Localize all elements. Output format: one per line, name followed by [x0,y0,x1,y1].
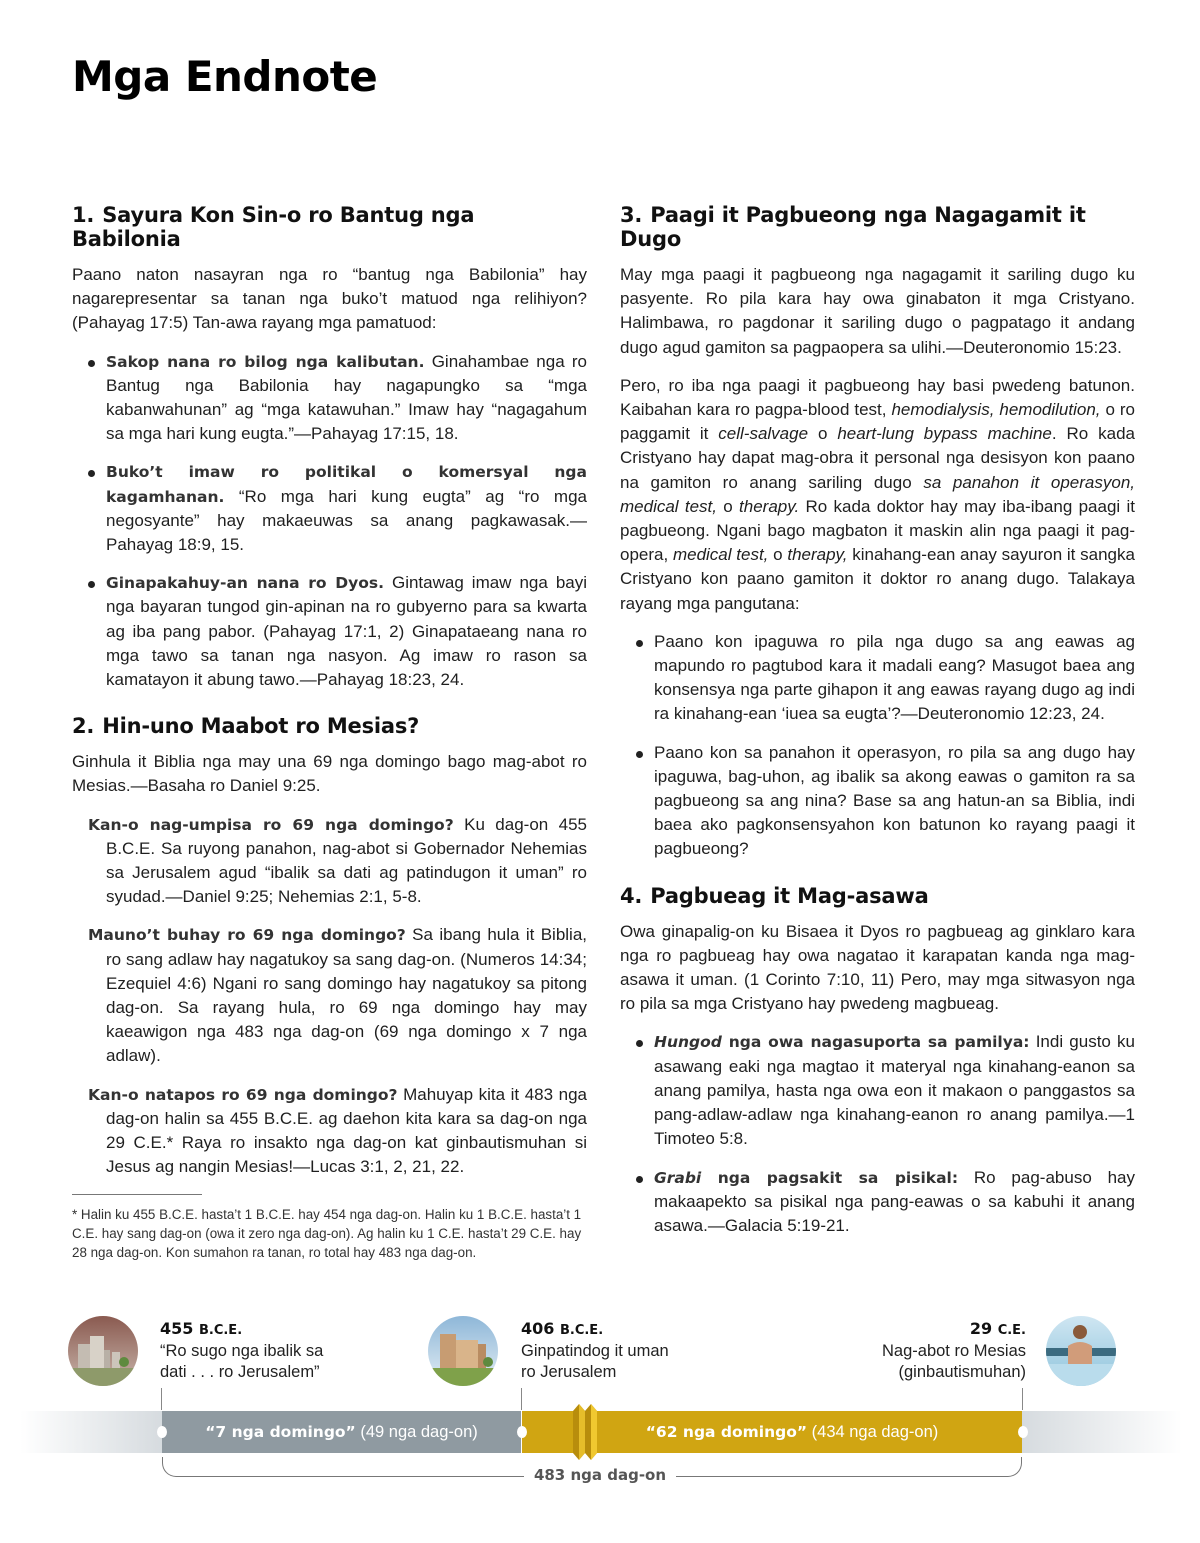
endnote-number: 4. [620,883,643,908]
footnote: * Halin ku 455 B.C.E. hasta’t 1 B.C.E. hay 454 nga dag-on. Halin ku 1 B.C.E. hasta’t 1 C.E. hay sang dag-on (owa it zero nga dag-on). Ag halin ku 1 C.E. hasta’t 29 C.E. hay 28 nga dag-on. Kon sumahon ra tanan, ro total hay 483 nga dag-on. [72,1206,582,1260]
endnote-3-heading [620,203,1135,251]
endnote-2 [72,714,587,1261]
segment-7-weeks [162,1411,521,1453]
endnote-4-bullets [634,1030,1135,1238]
endnote-1-heading [72,203,587,251]
endnote-1-intro: Paano naton nasayran nga ro “bantug nga Babilonia” hay nagarepresentar sa tanan nga buko’t matuod nga relihiyon? (Pahayag 17:5) Tan-awa rayang mga pamatuod: [72,265,587,333]
ruined-city-walls-icon [68,1316,138,1386]
endnote-number: 3. [620,203,643,227]
question-item: Paano kon ipaguwa ro pila nga dugo sa ang eawas ag mapundo ro pagtubod kara it madali eang? Masugot baea ang konsensya nga parte gihapon it ang eawas rayang dugo ag indi ra kinahang-ean ‘iuea sa eugta’?—Deuteronomio 12:23, 24. [634,630,1135,727]
qa-question: Kan-o nag-umpisa ro 69 nga domingo? [88,815,454,834]
event-desc-line: ro Jerusalem [521,1363,617,1381]
bullet-lead: Sakop nana ro bilog nga kalibutan. [106,352,425,371]
bullet-text: Indi gusto ku asawang eaki nga magtao it materyal nga kinahang-eanon sa anang pamilya, hasta nga owa eon it makaon o panggastos sa pang-adlaw-adlaw nga kinahang-eanon ro anang pamilya.—1 Timoteo 5:8. [654,1032,1136,1149]
timeline-marker [517,1426,527,1438]
timeline-fade-right [1022,1411,1182,1453]
event-year: 29 C.E. [969,1319,1026,1338]
bullet-text: “Ro mga hari kung eugta” ag “ro mga negosyante” hay makaeuwas sa anang pagkawasak.—Pahayag 18:9, 15. [106,486,587,555]
endnote-3 [620,203,1135,862]
bullet-text: Ginahambae nga ro Bantug nga Babilonia hay nagapungko sa “mga kabanwahunan” ag “mga katawuhan.” Imaw hay “nagagahum sa mga hari kung eugta.”—Pahayag 17:15, 18. [106,351,588,444]
left-column [72,203,587,1262]
page-title: Mga Endnote [72,52,378,101]
time-break-fold-icon [569,1404,603,1460]
endnote-title: Hin-uno Maabot ro Mesias? [102,714,420,739]
total-span-label: 483 nga dag-on [0,1465,1200,1484]
bullet-item [634,1166,1135,1239]
bullet-lead: Buko’t imaw ro politikal o komersyal nga kagamhanan. [106,463,587,506]
bullet-text: Gintawag imaw nga bayi nga bayaran tungod gin-apinan na ro gubyerno para sa kwarta ag iba pang pabor. (Pahayag 17:1, 2) Ginapataeang nana ro mga tawo sa tanan nga nasyon. Ag imaw ro rason sa kamatayon it abung tawo.—Pahayag 18:23, 24. [106,573,588,690]
bullet-item [86,350,587,447]
bullet-lead: nga owa nagasuporta sa pamilya: [721,1033,1030,1052]
event-year: 455 B.C.E. [160,1319,243,1338]
event-tick [161,1388,162,1410]
endnote-2-intro: Ginhula it Biblia nga may una 69 nga domingo bago mag-abot ro Mesias.—Basaha ro Daniel 9:25. [72,752,587,796]
endnote-4-heading [620,884,1135,908]
timeline-fade-left [20,1411,162,1453]
event-desc-line: Ginpatindog it uman [521,1342,669,1360]
endnote-3-questions [634,630,1135,862]
baptism-figure-icon [1046,1316,1116,1386]
event-desc-line: dati . . . ro Jerusalem” [160,1363,320,1381]
endnote-4 [620,884,1135,1238]
event-406-bce [521,1318,669,1383]
segment-duration: (434 nga dag-on) [807,1423,939,1441]
bullet-lead-italic: Hungod [654,1033,722,1052]
event-tick [1022,1388,1023,1410]
question-item: Paano kon sa panahon it operasyon, ro pila sa ang dugo hay ipaguwa, bag-uhon, ag ibalik sa akong eawas o gamiton ra sa pagbueong sa ang nina? Base sa ang hatun-an sa Biblia, indi baea ako pagkonsensyahon kon batunon ko rayang paagi it pagbueong? [634,741,1135,862]
bullet-text: Ro pag-abuso hay makaapekto sa pisikal nga pang-eawas o sa kabuhi it anang asawa.—Galacia 5:19-21. [654,1167,1135,1235]
bullet-lead: Ginapakahuy-an nana ro Dyos. [106,574,384,593]
endnote-number: 1. [72,203,95,227]
qa-answer: Mahuyap kita it 483 nga dag-on halin sa 455 B.C.E. ag daehon kita kara sa dag-on nga 29 C.E.* Raya ro insakto nga dag-on kat ginbautismuhan si Jesus ag nangin Mesias!—Lucas 3:1, 2, 21, 22. [106,1084,587,1177]
endnote-2-heading [72,714,587,738]
qa-question: Kan-o natapos ro 69 nga domingo? [88,1085,398,1104]
qa-item [88,1083,587,1180]
bullet-lead-italic: Grabi [654,1168,702,1187]
endnote-title: Pagbueag it Mag-asawa [650,883,929,908]
rebuilt-city-walls-icon [428,1316,498,1386]
seventy-weeks-timeline [0,1300,1200,1500]
qa-question: Mauno’t buhay ro 69 nga domingo? [88,926,406,945]
qa-answer: Sa ibang hula it Biblia, ro sang adlaw hay nagatukoy sa sang dag-on. (Numeros 14:34; Ezequiel 4:6) Ngani ro sang domingo hay nagatukoy sa pitong dag-on. Sa rayang hula, ro 69 nga domingo hay may kaeawigon nga 483 nga dag-on (69 nga domingo x 7 nga adlaw). [106,925,588,1066]
bullet-item [86,460,587,557]
event-desc-line: (ginbautismuhan) [898,1363,1026,1381]
event-tick [521,1388,522,1410]
segment-label: “62 nga domingo” [645,1423,808,1441]
endnote-1-bullets [86,350,587,693]
endnote-4-intro: Owa ginapalig-on ku Bisaea it Dyos ro pagbueag ag ginklaro kara nga ro pagbueag hay owa nagatao it karapatan kanda nga mag-asawa it uman. (1 Corinto 7:10, 11) Pero, may mga sitwasyon nga ro pila sa mga Cristyano hay pwedeng magbueag. [620,921,1135,1014]
footnote-divider [72,1194,202,1195]
event-29-ce [826,1318,1026,1383]
bullet-lead: nga pagsakit sa pisikal: [701,1168,959,1187]
endnote-3-para-1: May mga paagi it pagbueong nga nagagamit it sariling dugo ku pasyente. Ro pila kara hay owa ginabaton it mga Cristyano. Halimbawa, ro pagdonar it sariling dugo o pagpatago it andang dugo agud gamiton sa pagpaopera sa ulihi.—Deuteronomio 15:23. [620,265,1135,357]
segment-duration: (49 nga dag-on) [355,1423,478,1441]
event-year: 406 B.C.E. [521,1319,604,1338]
event-455-bce [160,1318,323,1383]
segment-label: “7 nga domingo” [205,1423,356,1441]
endnote-3-para-2: Pero, ro iba nga paagi it pagbueong hay basi pwedeng batunon. Kaibahan kara ro pagpa-blood test, hemodialysis, hemodilution, o ro paggamit it cell-salvage o heart-lung bypass machine. Ro kada Cristyano hay dapat mag-obra it personal nga desisyon kon paano na gamiton ro anang sariling dugo sa panahon it operasyon, medical test, o therapy. Ro kada doktor hay may iba-ibang paagi it pagbueong. Ngani bago magbaton it maskin alin nga paagi it pag-opera, medical test, o therapy, kinahang-ean anay sayuron it sangka Cristyano kon paano gamiton it doktor ro anang dugo. Talakaya rayang mga pangutana: [620,375,1136,613]
endnote-1 [72,203,587,692]
endnote-number: 2. [72,714,95,739]
event-desc-line: “Ro sugo nga ibalik sa [160,1342,324,1360]
endnote-title: Sayura Kon Sin-o ro Bantug nga Babilonia [72,203,475,251]
timeline-marker [1018,1426,1028,1438]
bullet-item [86,571,587,692]
qa-item [88,923,587,1068]
right-column [620,203,1135,1252]
timeline-marker [157,1426,167,1438]
event-desc-line: Nag-abot ro Mesias [882,1342,1026,1360]
endnote-title: Paagi it Pagbueong nga Nagagamit it Dugo [620,203,1086,251]
qa-item [88,813,587,910]
qa-answer: Ku dag-on 455 B.C.E. Sa ruyong panahon, nag-abot si Gobernador Nehemias sa Jerusalem agud “ibalik sa dati ag patindugon it uman” ro syudad.—Daniel 9:25; Nehemias 2:1, 5-8. [106,814,587,907]
bullet-item [634,1030,1135,1151]
